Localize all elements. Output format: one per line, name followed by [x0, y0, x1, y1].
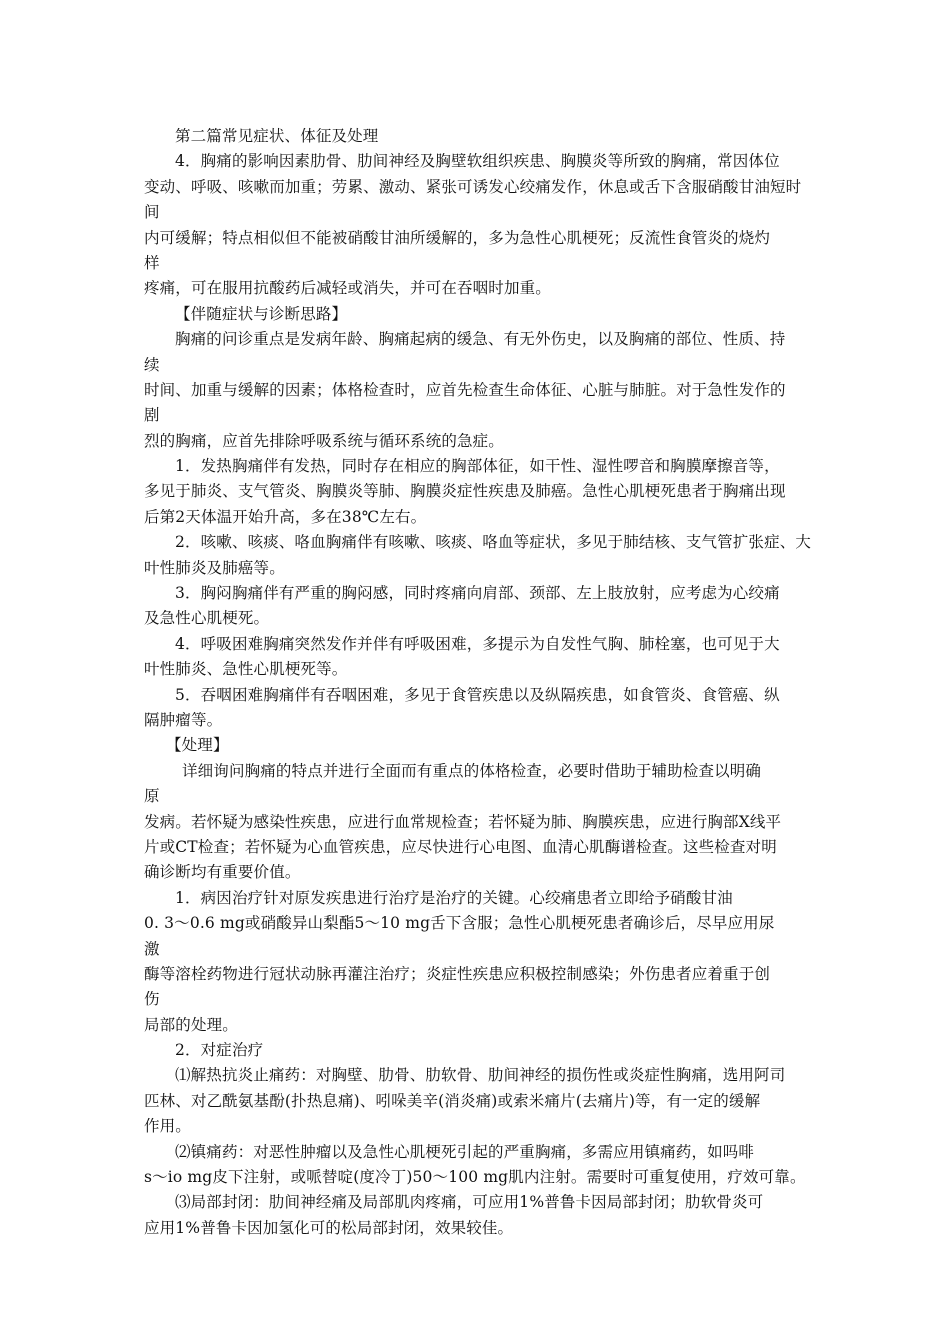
paragraph-line: 4．胸痛的影响因素肋骨、肋间神经及胸壁软组织疾患、胸膜炎等所致的胸痛，常因体位 [175, 152, 780, 171]
paragraph-line: ⑶局部封闭：肋间神经痛及局部肌肉疼痛，可应用1%普鲁卡因局部封闭；肋软骨炎可 [175, 1193, 764, 1212]
paragraph-line: 酶等溶栓药物进行冠状动脉再灌注治疗；炎症性疾患应积极控制感染；外伤患者应着重于创 [144, 964, 771, 983]
paragraph-line: 1．发热胸痛伴有发热，同时存在相应的胸部体征，如干性、湿性啰音和胸膜摩擦音等， [175, 457, 780, 476]
paragraph-line: 局部的处理。 [144, 1015, 238, 1034]
paragraph-line: 2．咳嗽、咳痰、咯血胸痛伴有咳嗽、咳痰、咯血等症状，多见于肺结核、支气管扩张症、大 [175, 533, 812, 552]
paragraph-line: 样 [144, 253, 160, 272]
paragraph-line: 匹林、对乙酰氨基酚(扑热息痛)、吲哚美辛(消炎痛)或索米痛片(去痛片)等，有一定的缓解 [144, 1091, 761, 1110]
paragraph-line: 内可缓解；特点相似但不能被硝酸甘油所缓解的，多为急性心肌梗死；反流性食管炎的烧灼 [144, 228, 771, 247]
paragraph-line: 发病。若怀疑为感染性疾患，应进行血常规检查；若怀疑为肺、胸膜疾患，应进行胸部X线平 [144, 812, 782, 831]
document-page [144, 124, 824, 1241]
paragraph-line: 确诊断均有重要价值。 [144, 863, 301, 882]
paragraph-line: 隔肿瘤等。 [144, 710, 223, 729]
paragraph-line: 伤 [144, 990, 160, 1009]
paragraph-line: 应用1%普鲁卡因加氢化可的松局部封闭，效果较佳。 [144, 1218, 514, 1237]
paragraph-line: 原 [144, 787, 160, 806]
paragraph-line: 2．对症治疗 [175, 1041, 264, 1060]
paragraph-line: 变动、呼吸、咳嗽而加重；劳累、激动、紧张可诱发心绞痛发作，休息或舌下含服硝酸甘油短时 [144, 177, 802, 196]
paragraph-line: 烈的胸痛，应首先排除呼吸系统与循环系统的急症。 [144, 431, 504, 450]
paragraph-line: 详细询问胸痛的特点并进行全面而有重点的体格检查，必要时借助于辅助检查以明确 [182, 761, 762, 780]
paragraph-line: 1．病因治疗针对原发疾患进行治疗是治疗的关键。心绞痛患者立即给予硝酸甘油 [175, 888, 733, 907]
paragraph-line: 4．呼吸困难胸痛突然发作并伴有呼吸困难，多提示为自发性气胸、肺栓塞，也可见于大 [175, 634, 780, 653]
paragraph-line: 5．吞咽困难胸痛伴有吞咽困难，多见于食管疾患以及纵隔疾患，如食管炎、食管癌、纵 [175, 685, 780, 704]
paragraph-line: 剧 [144, 406, 160, 425]
subsection-heading: 【伴随症状与诊断思路】 [175, 304, 348, 323]
paragraph-line: 间 [144, 203, 160, 222]
paragraph-line: ⑵镇痛药：对恶性肿瘤以及急性心肌梗死引起的严重胸痛，多需应用镇痛药，如吗啡 [175, 1142, 755, 1161]
paragraph-line: 激 [144, 939, 160, 958]
paragraph-line: ⑴解热抗炎止痛药：对胸壁、肋骨、肋软骨、肋间神经的损伤性或炎症性胸痛，选用阿司 [175, 1066, 786, 1085]
section-heading: 第二篇常见症状、体征及处理 [175, 127, 379, 145]
subsection-heading: 【处理】 [166, 736, 229, 755]
paragraph-line: 叶性肺炎及肺癌等。 [144, 558, 285, 577]
paragraph-line: 0. 3～0.6 mg或硝酸异山梨酯5～10 mg舌下含服；急性心肌梗死患者确诊后，尽早应用尿 [144, 914, 775, 933]
paragraph-line: 疼痛，可在服用抗酸药后减轻或消失，并可在吞咽时加重。 [144, 279, 551, 298]
paragraph-line: 叶性肺炎、急性心肌梗死等。 [144, 660, 348, 679]
paragraph-line: 时间、加重与缓解的因素；体格检查时，应首先检查生命体征、心脏与肺脏。对于急性发作的 [144, 380, 786, 399]
paragraph-line: 作用。 [144, 1117, 191, 1136]
paragraph-line: 3．胸闷胸痛伴有严重的胸闷感，同时疼痛向肩部、颈部、左上肢放射，应考虑为心绞痛 [175, 584, 780, 603]
paragraph-line: 及急性心肌梗死。 [144, 609, 270, 628]
paragraph-line: 片或CT检查；若怀疑为心血管疾患，应尽快进行心电图、血清心肌酶谱检查。这些检查对明 [144, 837, 777, 856]
paragraph-line: 续 [144, 355, 160, 374]
paragraph-line: 胸痛的问诊重点是发病年龄、胸痛起病的缓急、有无外伤史，以及胸痛的部位、性质、持 [175, 330, 786, 349]
paragraph-line: 多见于肺炎、支气管炎、胸膜炎等肺、胸膜炎症性疾患及肺癌。急性心肌梗死患者于胸痛出现 [144, 482, 786, 501]
paragraph-line: 后第2天体温开始升高，多在38℃左右。 [144, 507, 427, 526]
paragraph-line: s～io mg皮下注射，或哌替啶(度冷丁)50～100 mg肌内注射。需要时可重复使用，疗效可靠。 [144, 1168, 806, 1187]
